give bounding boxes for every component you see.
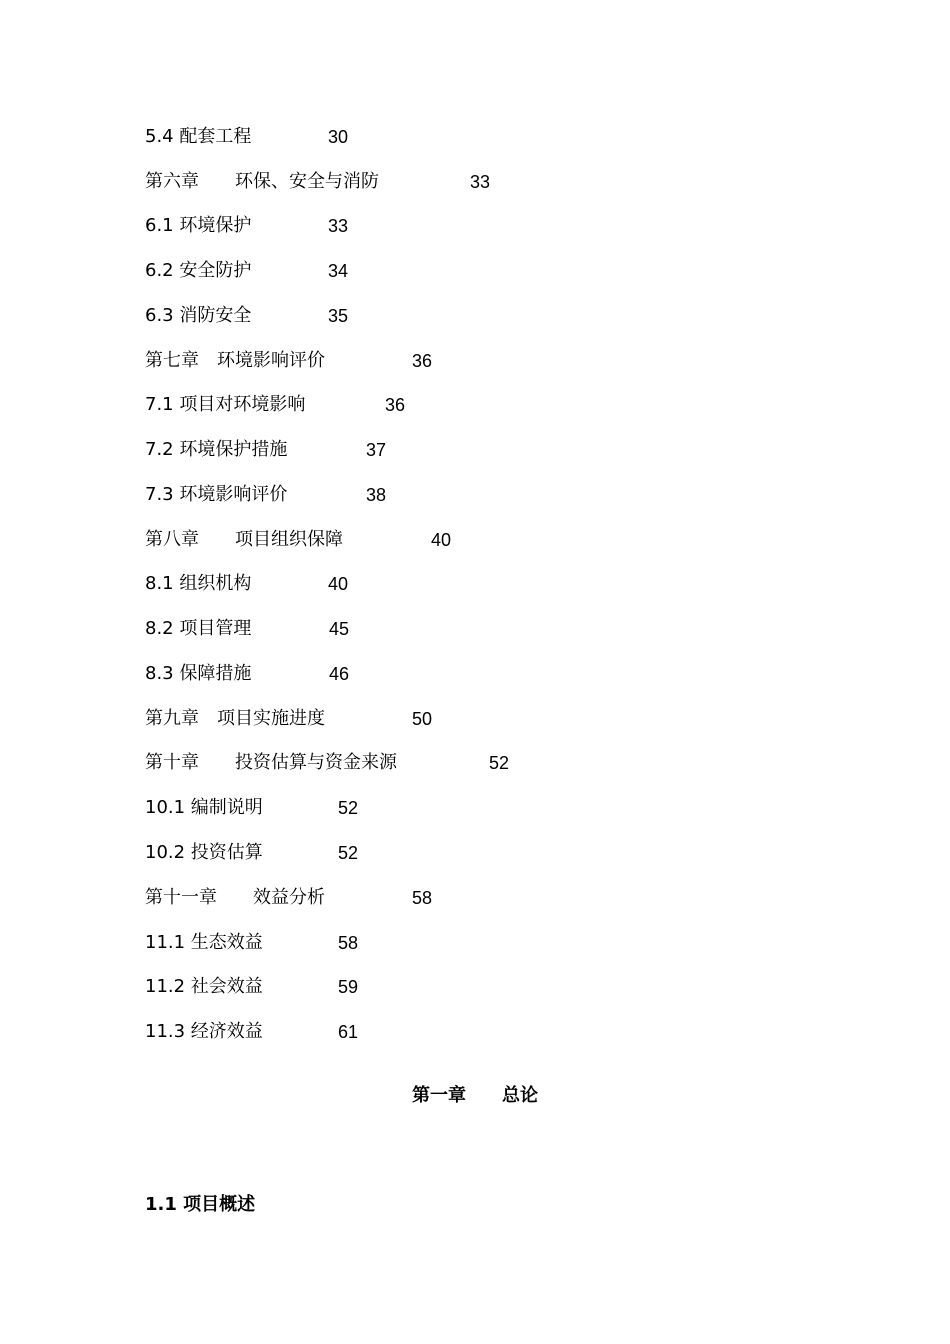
toc-entry-label: 7.1 项目对环境影响 [145, 394, 306, 415]
toc-entry-page: 33 [470, 172, 491, 192]
toc-entry-label: 11.3 经济效益 [145, 1021, 263, 1042]
toc-entry-page: 52 [489, 753, 510, 773]
toc-entry-page: 61 [338, 1022, 359, 1042]
toc-entry-page: 36 [412, 351, 433, 371]
toc-entry-label: 8.2 项目管理 [145, 618, 252, 639]
toc-entry-label: 8.3 保障措施 [145, 663, 252, 684]
toc-entry-label: 11.1 生态效益 [145, 932, 263, 953]
toc-entry-page: 50 [412, 709, 433, 729]
toc-entry-label: 第十一章 效益分析 [145, 887, 325, 908]
toc-entry-page: 33 [328, 216, 349, 236]
toc-entry-label: 6.1 环境保护 [145, 215, 252, 236]
chapter-heading: 第一章 总论 [412, 1085, 538, 1106]
toc-entry-label: 6.2 安全防护 [145, 260, 252, 281]
toc-entry-label: 11.2 社会效益 [145, 976, 263, 997]
section-heading: 1.1 项目概述 [145, 1194, 256, 1215]
toc-entry-label: 6.3 消防安全 [145, 305, 252, 326]
toc-entry-page: 45 [329, 619, 350, 639]
toc-entry-page: 52 [338, 843, 359, 863]
toc-entry-page: 40 [431, 530, 452, 550]
toc-entry-page: 40 [328, 574, 349, 594]
toc-entry-page: 52 [338, 798, 359, 818]
toc-entry-label: 第九章 项目实施进度 [145, 708, 325, 729]
toc-entry-page: 58 [338, 933, 359, 953]
toc-entry-label: 7.3 环境影响评价 [145, 484, 288, 505]
toc-entry-label: 5.4 配套工程 [145, 126, 252, 147]
toc-entry-label: 10.2 投资估算 [145, 842, 263, 863]
toc-entry-page: 58 [412, 888, 433, 908]
toc-entry-label: 第七章 环境影响评价 [145, 350, 325, 371]
toc-entry-label: 10.1 编制说明 [145, 797, 263, 818]
toc-entry-label: 第八章 项目组织保障 [145, 529, 343, 550]
toc-entry-label: 第十章 投资估算与资金来源 [145, 752, 397, 773]
toc-entry-label: 第六章 环保、安全与消防 [145, 171, 379, 192]
toc-entry-page: 35 [328, 306, 349, 326]
toc-entry-page: 30 [328, 127, 349, 147]
toc-entry-page: 34 [328, 261, 349, 281]
toc-entry-label: 8.1 组织机构 [145, 573, 252, 594]
toc-entry-page: 37 [366, 440, 387, 460]
toc-entry-page: 36 [385, 395, 406, 415]
toc-entry-label: 7.2 环境保护措施 [145, 439, 288, 460]
toc-entry-page: 59 [338, 977, 359, 997]
toc-entry-page: 38 [366, 485, 387, 505]
toc-entry-page: 46 [329, 664, 350, 684]
